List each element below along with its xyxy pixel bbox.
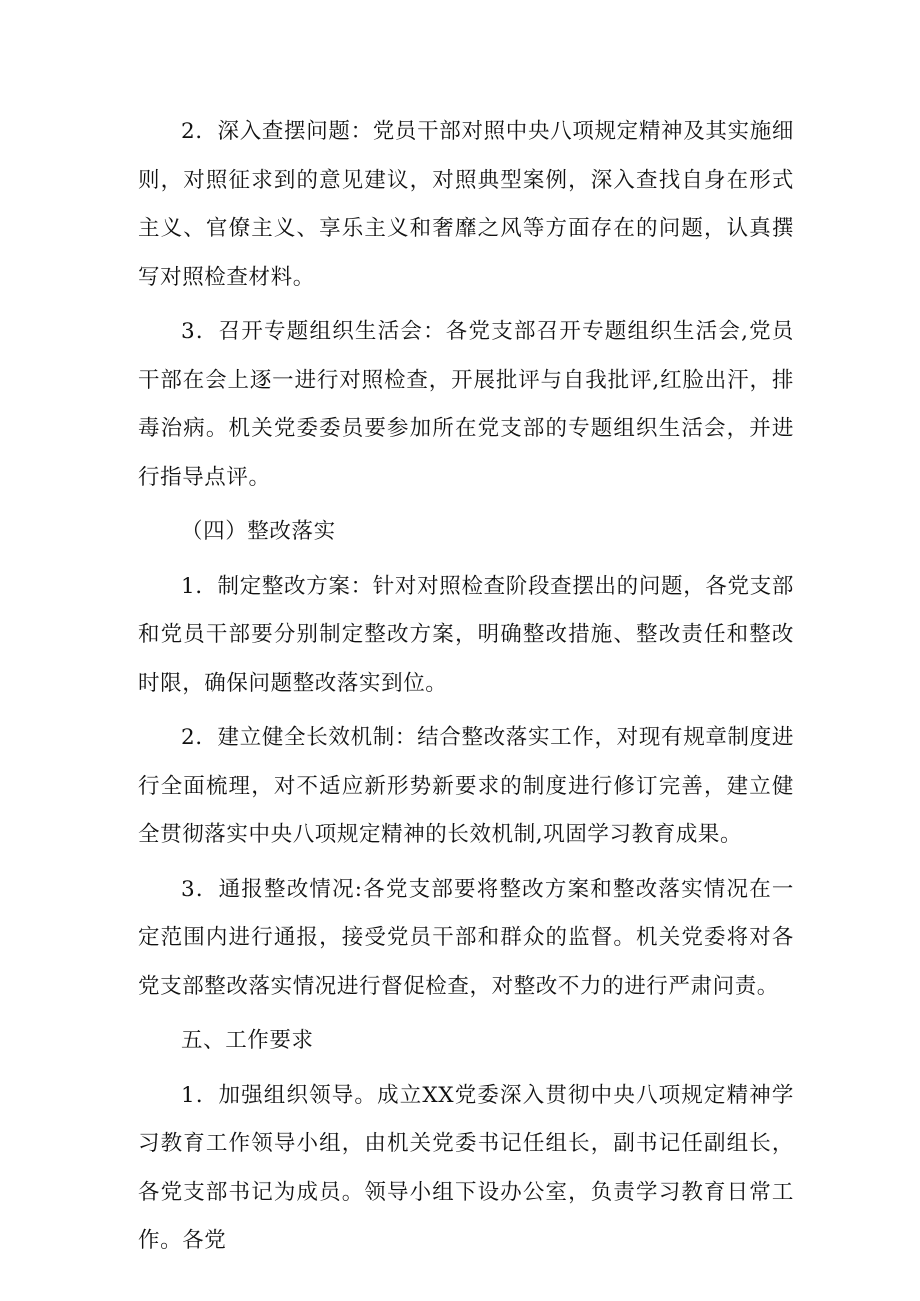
paragraph-long-term-mechanism: 2．建立健全长效机制：结合整改落实工作，对现有规章制度进行全面梳理，对不适应新形势新要求的制度进行修订完善，建立健全贯彻落实中央八项规定精神的长效机制,巩固学习教育成果。: [138, 725, 794, 847]
paragraph-report-rectification: 3．通报整改情况:各党支部要将整改方案和整改落实情况在一定范围内进行通报，接受党员干部和群众的监督。机关党委将对各党支部整改落实情况进行督促检查，对整改不力的进行严肃问责。: [138, 876, 794, 999]
section-heading-rectification: （四）整改落实: [181, 519, 336, 544]
section-heading-work-requirements: 五、工作要求: [181, 1028, 314, 1053]
document-body: [138, 108, 794, 1266]
paragraph-investigate-problems: 2．深入查摆问题：党员干部对照中央八项规定精神及其实施细则，对照征求到的意见建议，对照典型案例，深入查找自身在形式主义、官僚主义、享乐主义和奢靡之风等方面存在的问题，认真撰写对照检查材料。: [138, 119, 794, 290]
paragraph-organizational-leadership: 1．加强组织领导。成立XX党委深入贯彻中央八项规定精神学习教育工作领导小组，由机关党委书记任组长，副书记任副组长，各党支部书记为成员。领导小组下设办公室，负责学习教育日常工作。各党: [138, 1082, 794, 1253]
paragraph-rectification-plan: 1．制定整改方案：针对对照检查阶段查摆出的问题，各党支部和党员干部要分别制定整改方案，明确整改措施、整改责任和整改时限，确保问题整改落实到位。: [138, 573, 794, 696]
paragraph-life-meeting: 3．召开专题组织生活会：各党支部召开专题组织生活会,党员干部在会上逐一进行对照检查，开展批评与自我批评,红脸出汗，排毒治病。机关党委委员要参加所在党支部的专题组织生活会，并进行指导点评。: [138, 319, 794, 490]
